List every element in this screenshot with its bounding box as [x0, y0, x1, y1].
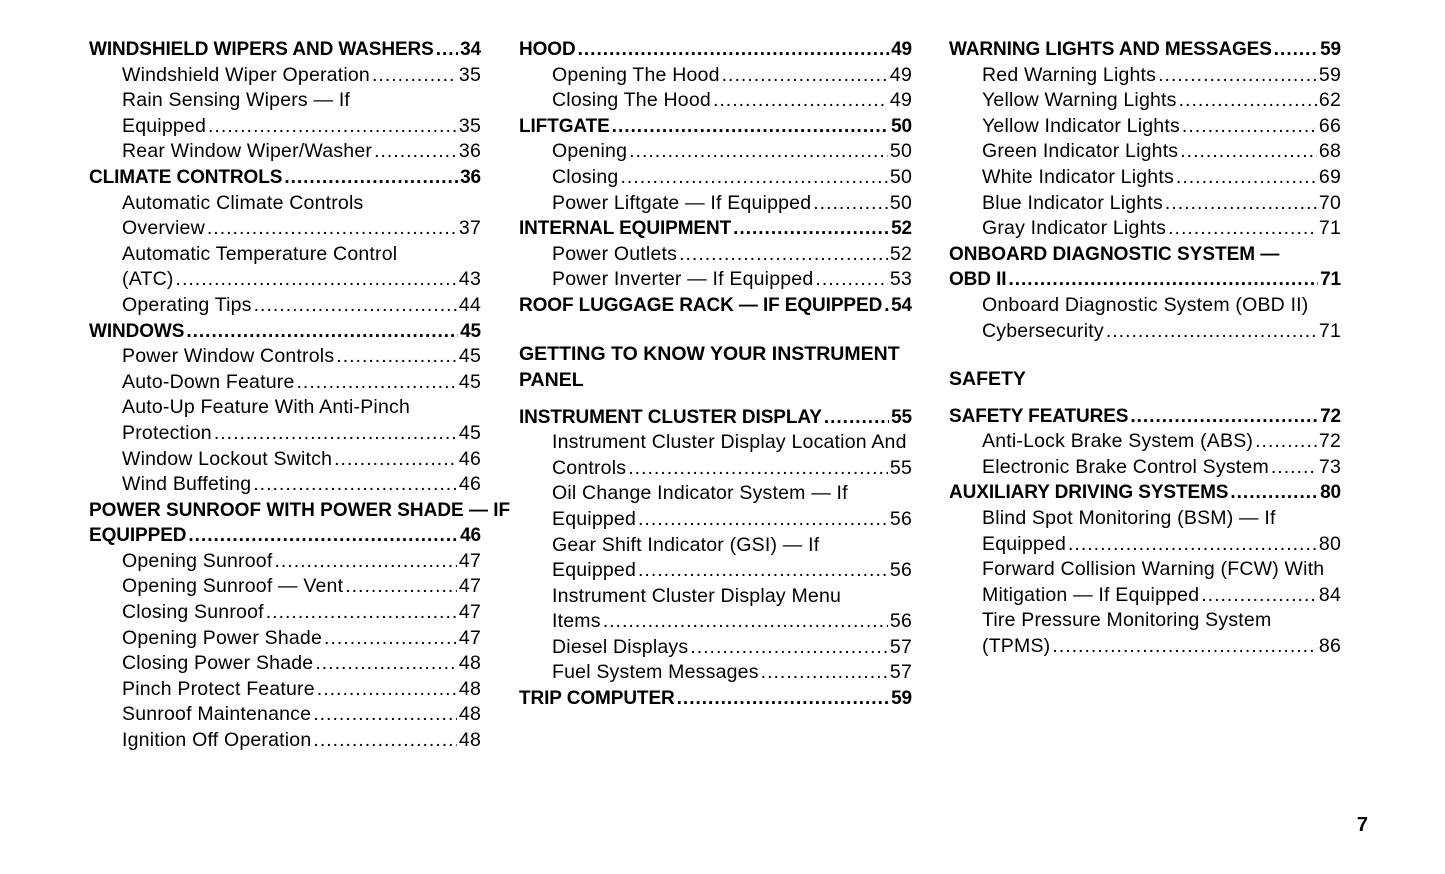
- toc-entry[interactable]: [519, 267, 912, 293]
- leader-dots: [313, 702, 457, 728]
- toc-heading-line[interactable]: ONBOARD DIAGNOSTIC SYSTEM —: [949, 243, 1280, 265]
- toc-page: 57: [889, 635, 912, 658]
- leader-dots: [296, 370, 456, 396]
- toc-page: 70: [1318, 191, 1341, 214]
- toc-heading-line[interactable]: POWER SUNROOF WITH POWER SHADE — IF: [89, 499, 511, 521]
- toc-title: Wind Buffeting: [122, 473, 252, 496]
- toc-page: 50: [891, 115, 912, 137]
- toc-entry[interactable]: [949, 429, 1341, 455]
- toc-title: WARNING LIGHTS AND MESSAGES: [949, 39, 1272, 60]
- spacer: [949, 344, 1341, 366]
- toc-heading[interactable]: [519, 114, 912, 140]
- toc-title: Green Indicator Lights: [982, 140, 1179, 163]
- leader-dots: [1106, 319, 1317, 345]
- toc-page: 52: [891, 218, 912, 240]
- toc-title: Opening The Hood: [552, 63, 720, 86]
- toc-page: 48: [458, 677, 481, 700]
- toc-title: Sunroof Maintenance: [122, 703, 312, 726]
- leader-dots: [1168, 216, 1317, 242]
- toc-entry-line[interactable]: Automatic Temperature Control: [122, 242, 398, 265]
- toc-page: 43: [458, 268, 481, 291]
- leader-dots: [274, 549, 456, 575]
- leader-dots: [1052, 634, 1317, 660]
- leader-dots: [372, 63, 457, 89]
- leader-dots: [1230, 480, 1318, 506]
- chapter-title: [949, 366, 1341, 393]
- leader-dots: [824, 405, 889, 431]
- toc-title: Equipped: [122, 114, 207, 137]
- toc-heading[interactable]: [89, 37, 481, 63]
- toc-heading[interactable]: [949, 404, 1341, 430]
- leader-dots: [677, 686, 889, 712]
- toc-heading[interactable]: [519, 37, 912, 63]
- toc-entry[interactable]: [89, 114, 481, 140]
- toc-entry[interactable]: [949, 455, 1341, 481]
- toc-entry[interactable]: [949, 319, 1341, 345]
- toc-heading[interactable]: [89, 319, 481, 345]
- toc-title: Windshield Wiper Operation: [122, 63, 370, 86]
- leader-dots: [336, 344, 457, 370]
- toc-page: 71: [1318, 217, 1341, 240]
- toc-title: EQUIPPED: [89, 525, 187, 547]
- leader-dots: [620, 165, 887, 191]
- leader-dots: [253, 472, 457, 498]
- toc-entry[interactable]: [949, 165, 1341, 191]
- toc-page: 47: [458, 626, 481, 649]
- toc-page: 71: [1318, 319, 1341, 342]
- toc-entry[interactable]: [89, 472, 481, 498]
- toc-title: Mitigation — If Equipped: [982, 583, 1200, 606]
- toc-page: 47: [458, 601, 481, 624]
- toc-entry-line[interactable]: Tire Pressure Monitoring System: [982, 609, 1272, 632]
- toc-title: TRIP COMPUTER: [519, 688, 675, 710]
- toc-heading[interactable]: [89, 523, 481, 549]
- leader-dots: [578, 37, 889, 63]
- spacer: [519, 394, 912, 405]
- spacer: [519, 319, 912, 341]
- toc-page: 69: [1318, 165, 1341, 188]
- toc-page: 46: [460, 525, 481, 547]
- toc-entry[interactable]: [89, 549, 481, 575]
- toc-page: 35: [458, 114, 481, 137]
- toc-heading[interactable]: [519, 293, 912, 319]
- toc-entry[interactable]: [949, 583, 1341, 609]
- toc-entry[interactable]: [949, 88, 1341, 114]
- toc-title: HOOD: [519, 39, 576, 60]
- toc-column-3: [949, 37, 1341, 660]
- toc-title: Overview: [122, 217, 205, 240]
- toc-title: Anti-Lock Brake System (ABS): [982, 430, 1254, 453]
- toc-entry[interactable]: [519, 635, 912, 661]
- toc-entry[interactable]: [519, 88, 912, 114]
- toc-entry[interactable]: [949, 139, 1341, 165]
- toc-page: 36: [458, 140, 481, 163]
- toc-page: 48: [458, 703, 481, 726]
- leader-dots: [722, 63, 888, 89]
- toc-entry[interactable]: [89, 728, 481, 754]
- toc-entry[interactable]: [949, 191, 1341, 217]
- toc-page: 72: [1318, 430, 1341, 453]
- toc-title: INTERNAL EQUIPMENT: [519, 218, 732, 240]
- toc-entry-line[interactable]: Auto-Up Feature With Anti-Pinch: [122, 396, 410, 419]
- toc-title: Items: [552, 610, 601, 633]
- toc-page: 72: [1320, 405, 1341, 427]
- toc-page: 49: [889, 89, 912, 112]
- toc-heading[interactable]: [949, 480, 1341, 506]
- leader-dots: [334, 447, 457, 473]
- toc-entry[interactable]: [89, 626, 481, 652]
- toc-entry-line[interactable]: Onboard Diagnostic System (OBD II): [982, 293, 1309, 316]
- toc-title: Power Window Controls: [122, 345, 335, 368]
- toc-title: (ATC): [122, 268, 174, 291]
- toc-page: 50: [889, 140, 912, 163]
- leader-dots: [1068, 532, 1317, 558]
- toc-page: 80: [1320, 482, 1341, 504]
- leader-dots: [284, 165, 458, 191]
- toc-column-1: [89, 37, 511, 754]
- toc-page: 45: [458, 370, 481, 393]
- leader-dots: [679, 242, 888, 268]
- spacer: [949, 393, 1341, 404]
- leader-dots: [1179, 88, 1317, 114]
- toc-title: OBD II: [949, 269, 1007, 291]
- toc-entry-line[interactable]: Oil Change Indicator System — If: [552, 482, 848, 505]
- toc-page: 45: [458, 345, 481, 368]
- leader-dots: [313, 728, 457, 754]
- toc-entry[interactable]: [519, 660, 912, 686]
- toc-title: Opening Power Shade: [122, 626, 323, 649]
- toc-page: 47: [458, 575, 481, 598]
- toc-page: 53: [889, 268, 912, 291]
- toc-title: Closing Power Shade: [122, 652, 314, 675]
- toc-title: Equipped: [982, 532, 1067, 555]
- leader-dots: [1180, 139, 1317, 165]
- toc-title: Equipped: [552, 559, 637, 582]
- toc-title: Yellow Warning Lights: [982, 89, 1177, 112]
- toc-entry[interactable]: [89, 574, 481, 600]
- toc-page: 55: [889, 456, 912, 479]
- toc-heading[interactable]: [949, 267, 1341, 293]
- toc-title: LIFTGATE: [519, 115, 610, 137]
- toc-entry[interactable]: [519, 242, 912, 268]
- toc-entry[interactable]: [89, 370, 481, 396]
- leader-dots: [1201, 583, 1317, 609]
- leader-dots: [813, 191, 888, 217]
- toc-page: 46: [458, 447, 481, 470]
- toc-entry[interactable]: [519, 558, 912, 584]
- toc-title: Controls: [552, 456, 627, 479]
- toc-title: Operating Tips: [122, 293, 252, 316]
- toc-page: 86: [1318, 634, 1341, 657]
- leader-dots: [266, 600, 457, 626]
- toc-page: 66: [1318, 114, 1341, 137]
- leader-dots: [603, 609, 888, 635]
- chapter-title: [519, 341, 912, 394]
- toc-entry-line[interactable]: Gear Shift Indicator (GSI) — If: [552, 533, 820, 556]
- leader-dots: [315, 651, 457, 677]
- toc-page: 48: [458, 652, 481, 675]
- toc-page: 56: [889, 610, 912, 633]
- toc-heading[interactable]: [519, 686, 912, 712]
- toc-entry[interactable]: [519, 507, 912, 533]
- toc-title: WINDSHIELD WIPERS AND WASHERS: [89, 39, 434, 60]
- leader-dots: [612, 114, 889, 140]
- leader-dots: [1165, 191, 1317, 217]
- toc-entry[interactable]: [519, 165, 912, 191]
- toc-title: Opening Sunroof: [122, 549, 273, 572]
- toc-title: Protection: [122, 421, 212, 444]
- toc-heading[interactable]: [519, 216, 912, 242]
- toc-title: Closing Sunroof: [122, 601, 264, 624]
- leader-dots: [254, 293, 457, 319]
- toc-title: Gray Indicator Lights: [982, 217, 1167, 240]
- leader-dots: [176, 267, 457, 293]
- toc-title: Blue Indicator Lights: [982, 191, 1163, 214]
- toc-title: Yellow Indicator Lights: [982, 114, 1180, 137]
- leader-dots: [186, 319, 458, 345]
- toc-page: 56: [889, 559, 912, 582]
- toc-entry[interactable]: [519, 456, 912, 482]
- toc-entry[interactable]: [89, 677, 481, 703]
- toc-title: Closing The Hood: [552, 89, 711, 112]
- toc-entry[interactable]: [89, 63, 481, 89]
- toc-title: Power Liftgate — If Equipped: [552, 191, 812, 214]
- leader-dots: [1130, 404, 1318, 430]
- toc-title: Electronic Brake Control System: [982, 455, 1269, 478]
- toc-heading[interactable]: [519, 405, 912, 431]
- toc-page: 80: [1318, 532, 1341, 555]
- leader-dots: [1158, 63, 1317, 89]
- leader-dots: [188, 523, 458, 549]
- toc-title: Red Warning Lights: [982, 63, 1157, 86]
- toc-entry[interactable]: [89, 139, 481, 165]
- toc-title: Rear Window Wiper/Washer: [122, 140, 373, 163]
- toc-entry-line[interactable]: Blind Spot Monitoring (BSM) — If: [982, 507, 1276, 529]
- toc-title: Power Inverter — If Equipped: [552, 268, 814, 291]
- toc-page: 59: [1318, 63, 1341, 86]
- toc-entry[interactable]: [949, 114, 1341, 140]
- leader-dots: [638, 507, 888, 533]
- leader-dots: [1255, 429, 1317, 455]
- chapter-title-line: PANEL: [519, 369, 584, 392]
- toc-page: 50: [889, 191, 912, 214]
- toc-entry[interactable]: [519, 139, 912, 165]
- toc-entry[interactable]: [89, 216, 481, 242]
- toc-page: 47: [458, 549, 481, 572]
- leader-dots: [317, 677, 457, 703]
- toc-page: 55: [891, 406, 912, 428]
- leader-dots: [1008, 267, 1318, 293]
- toc-title: Opening Sunroof — Vent: [122, 575, 344, 598]
- toc-entry[interactable]: [949, 216, 1341, 242]
- toc-entry[interactable]: [89, 600, 481, 626]
- toc-entry[interactable]: [89, 344, 481, 370]
- toc-page: 35: [458, 63, 481, 86]
- toc-entry[interactable]: [949, 63, 1341, 89]
- leader-dots: [815, 267, 888, 293]
- toc-page: 44: [458, 293, 481, 316]
- toc-title: WINDOWS: [89, 320, 185, 342]
- toc-entry-line[interactable]: Forward Collision Warning (FCW) With: [982, 558, 1325, 581]
- leader-dots: [207, 216, 457, 242]
- toc-page: 34: [460, 39, 481, 60]
- leader-dots: [884, 293, 889, 319]
- toc-entry-line[interactable]: Instrument Cluster Display Menu: [552, 584, 842, 607]
- leader-dots: [1274, 37, 1318, 63]
- toc-entry[interactable]: [949, 634, 1341, 660]
- toc-heading[interactable]: [89, 165, 481, 191]
- leader-dots: [1182, 114, 1317, 140]
- leader-dots: [638, 558, 888, 584]
- toc-page: 59: [1320, 39, 1341, 60]
- toc-page: 50: [889, 165, 912, 188]
- toc-entry-line[interactable]: Instrument Cluster Display Location And: [552, 431, 907, 454]
- toc-title: CLIMATE CONTROLS: [89, 166, 283, 188]
- leader-dots: [214, 421, 457, 447]
- toc-entry[interactable]: [519, 609, 912, 635]
- toc-page: 36: [460, 166, 481, 188]
- toc-page: 59: [891, 688, 912, 710]
- toc-title: White Indicator Lights: [982, 165, 1174, 188]
- leader-dots: [733, 216, 889, 242]
- toc-entry[interactable]: [89, 421, 481, 447]
- leader-dots: [761, 660, 888, 686]
- toc-page: 49: [889, 63, 912, 86]
- toc-page: 46: [458, 473, 481, 496]
- toc-title: Power Outlets: [552, 242, 678, 265]
- toc-column-2: [519, 37, 912, 712]
- leader-dots: [324, 626, 457, 652]
- toc-page: 73: [1318, 455, 1341, 478]
- toc-page: 71: [1320, 269, 1341, 291]
- toc-page: 52: [889, 242, 912, 265]
- toc-title: Fuel System Messages: [552, 661, 759, 684]
- leader-dots: [345, 574, 457, 600]
- toc-heading[interactable]: [949, 37, 1341, 63]
- toc-entry-line[interactable]: Automatic Climate Controls: [122, 191, 364, 214]
- toc-title: Pinch Protect Feature: [122, 677, 315, 700]
- toc-page: 62: [1318, 89, 1341, 112]
- toc-page: 45: [458, 421, 481, 444]
- leader-dots: [629, 139, 888, 165]
- toc-title: Closing: [552, 165, 619, 188]
- toc-title: AUXILIARY DRIVING SYSTEMS: [949, 482, 1229, 504]
- chapter-title-line: SAFETY: [949, 368, 1026, 391]
- toc-page: 68: [1318, 140, 1341, 163]
- leader-dots: [374, 139, 457, 165]
- chapter-title-line: GETTING TO KNOW YOUR INSTRUMENT: [519, 342, 900, 365]
- toc-page: 48: [458, 729, 481, 752]
- toc-entry[interactable]: [519, 63, 912, 89]
- toc-page: 45: [460, 320, 481, 342]
- toc-title: Auto-Down Feature: [122, 370, 295, 393]
- toc-page: 49: [891, 39, 912, 60]
- toc-entry[interactable]: [89, 267, 481, 293]
- toc-title: Window Lockout Switch: [122, 447, 333, 470]
- toc-title: Opening: [552, 140, 628, 163]
- toc-page: 56: [889, 507, 912, 530]
- leader-dots: [208, 114, 457, 140]
- toc-page: 54: [891, 294, 912, 316]
- toc-page: 37: [458, 217, 481, 240]
- toc-page: 57: [889, 661, 912, 684]
- leader-dots: [436, 37, 458, 63]
- leader-dots: [713, 88, 888, 114]
- toc-entry[interactable]: [89, 702, 481, 728]
- toc-entry[interactable]: [89, 293, 481, 319]
- toc-title: Diesel Displays: [552, 635, 689, 658]
- toc-title: Ignition Off Operation: [122, 729, 312, 752]
- toc-entry[interactable]: [949, 532, 1341, 558]
- toc-title: ROOF LUGGAGE RACK — IF EQUIPPED: [519, 294, 883, 316]
- page-number: 7: [1356, 814, 1368, 836]
- toc-title: Cybersecurity: [982, 319, 1104, 342]
- toc-entry[interactable]: [519, 191, 912, 217]
- toc-entry-line[interactable]: Rain Sensing Wipers — If: [122, 89, 351, 112]
- leader-dots: [1271, 455, 1317, 481]
- toc-title: (TPMS): [982, 634, 1051, 657]
- toc-title: INSTRUMENT CLUSTER DISPLAY: [519, 406, 822, 428]
- leader-dots: [690, 635, 888, 661]
- toc-entry[interactable]: [89, 447, 481, 473]
- toc-entry[interactable]: [89, 651, 481, 677]
- toc-title: Equipped: [552, 507, 637, 530]
- leader-dots: [628, 456, 888, 482]
- toc-page: 84: [1318, 583, 1341, 606]
- toc-title: SAFETY FEATURES: [949, 405, 1129, 427]
- leader-dots: [1176, 165, 1317, 191]
